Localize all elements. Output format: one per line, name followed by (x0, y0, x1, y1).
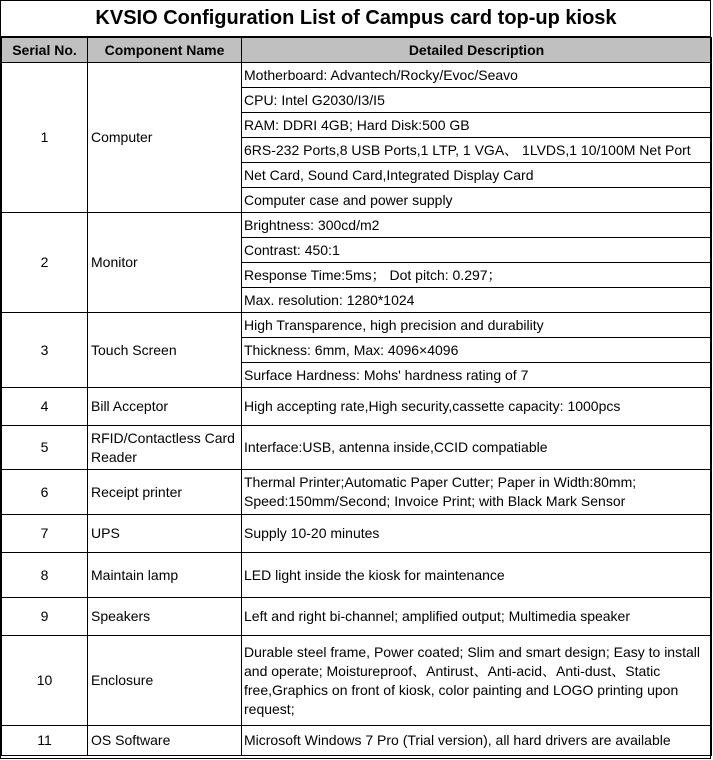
serial-number-cell: 11 (2, 726, 88, 756)
component-name-cell: Speakers (88, 598, 242, 636)
serial-number-cell: 9 (2, 598, 88, 636)
table-row (2, 388, 712, 426)
description-cell: Durable steel frame, Power coated; Slim and smart design; Easy to install and operate; Moistureproof、Antirust、Anti-acid、Anti-dust、Static free,Graphics on front of kiosk, color painting and LOGO printing upon request; (242, 636, 712, 726)
description-cell: Interface:USB, antenna inside,CCID compatiable (242, 426, 712, 470)
header-detailed-description: Detailed Description (242, 38, 712, 63)
description-cell: Supply 10-20 minutes (242, 515, 712, 553)
description-cell: Thickness: 6mm, Max: 4096×4096 (242, 338, 712, 363)
description-cell: Contrast: 450:1 (242, 238, 712, 263)
serial-number-cell: 1 (2, 63, 88, 213)
description-cell: Motherboard: Advantech/Rocky/Evoc/Seavo (242, 63, 712, 88)
component-name-cell: UPS (88, 515, 242, 553)
table-row (2, 636, 712, 726)
serial-number-cell: 5 (2, 426, 88, 470)
serial-number-cell: 8 (2, 553, 88, 598)
component-name-cell: RFID/Contactless Card Reader (88, 426, 242, 470)
table-row (2, 598, 712, 636)
component-name-cell: Computer (88, 63, 242, 213)
description-cell: Max. resolution: 1280*1024 (242, 288, 712, 313)
description-cell: 6RS-232 Ports,8 USB Ports,1 LTP, 1 VGA、 1LVDS,1 10/100M Net Port (242, 138, 712, 163)
table-row (2, 553, 712, 598)
header-component-name: Component Name (88, 38, 242, 63)
sheet-title: KVSIO Configuration List of Campus card top-up kiosk (1, 1, 711, 37)
table-row (2, 213, 712, 238)
component-name-cell: Maintain lamp (88, 553, 242, 598)
table-row (2, 426, 712, 470)
configuration-table (1, 37, 712, 756)
description-cell: Left and right bi-channel; amplified output; Multimedia speaker (242, 598, 712, 636)
description-cell: High accepting rate,High security,cassette capacity: 1000pcs (242, 388, 712, 426)
serial-number-cell: 4 (2, 388, 88, 426)
serial-number-cell: 2 (2, 213, 88, 313)
table-row (2, 313, 712, 338)
table-row (2, 470, 712, 515)
table-row (2, 515, 712, 553)
description-cell: Brightness: 300cd/m2 (242, 213, 712, 238)
table-row (2, 63, 712, 88)
serial-number-cell: 7 (2, 515, 88, 553)
component-name-cell: OS Software (88, 726, 242, 756)
description-cell: RAM: DDRI 4GB; Hard Disk:500 GB (242, 113, 712, 138)
header-row (2, 38, 712, 63)
serial-number-cell: 10 (2, 636, 88, 726)
component-name-cell: Enclosure (88, 636, 242, 726)
description-cell: CPU: Intel G2030/I3/I5 (242, 88, 712, 113)
table-row (2, 726, 712, 756)
description-cell: Computer case and power supply (242, 188, 712, 213)
component-name-cell: Monitor (88, 213, 242, 313)
component-name-cell: Bill Acceptor (88, 388, 242, 426)
description-cell: High Transparence, high precision and durability (242, 313, 712, 338)
table-body (2, 63, 712, 756)
component-name-cell: Receipt printer (88, 470, 242, 515)
description-cell: Net Card, Sound Card,Integrated Display Card (242, 163, 712, 188)
serial-number-cell: 6 (2, 470, 88, 515)
description-cell: LED light inside the kiosk for maintenance (242, 553, 712, 598)
description-cell: Microsoft Windows 7 Pro (Trial version), all hard drivers are available (242, 726, 712, 756)
component-name-cell: Touch Screen (88, 313, 242, 388)
description-cell: Surface Hardness: Mohs' hardness rating of 7 (242, 363, 712, 388)
description-cell: Thermal Printer;Automatic Paper Cutter; Paper in Width:80mm; Speed:150mm/Second; Invoice Print; with Black Mark Sensor (242, 470, 712, 515)
description-cell: Response Time:5ms； Dot pitch: 0.297； (242, 263, 712, 288)
serial-number-cell: 3 (2, 313, 88, 388)
header-serial: Serial No. (2, 38, 88, 63)
